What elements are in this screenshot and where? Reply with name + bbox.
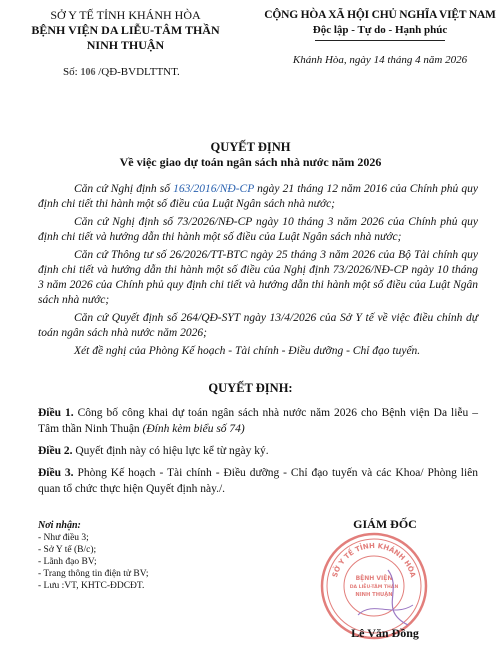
svg-text:SỞ Y TẾ TỈNH KHÁNH HÒA: SỞ Y TẾ TỈNH KHÁNH HÒA	[331, 541, 417, 579]
ground-1: Căn cứ Nghị định số 163/2016/NĐ-CP ngày 21 tháng 12 năm 2016 của Chính phủ quy định chi tiết thi hành một số điều của Luật Ngân sách nhà nước;	[38, 183, 478, 210]
decision-heading: QUYẾT ĐỊNH:	[208, 381, 293, 395]
article-2: Điều 2. Quyết định này có hiệu lực kể từ ngày ký.	[38, 445, 269, 457]
articles	[38, 405, 478, 503]
article-1: Điều 1. Công bố công khai dự toán ngân sách nhà nước năm 2026 cho Bệnh viện Da liễu – Tâm thần Ninh Thuận (Đính kèm biểu số 74)	[38, 407, 478, 435]
document-number-value: 106	[80, 67, 96, 78]
svg-text:BỆNH VIỆN: BỆNH VIỆN	[355, 575, 393, 582]
nation-name: CỘNG HÒA XÃ HỘI CHỦ NGHĨA VIỆT NAM	[264, 9, 496, 21]
ground-4: Căn cứ Quyết định số 264/QĐ-SYT ngày 13/4/2026 của Sở Y tế về việc điều chỉnh dự toán ngân sách nhà nước năm 2026;	[38, 312, 478, 339]
ground-3: Căn cứ Thông tư số 26/2026/TT-BTC ngày 25 tháng 3 năm 2026 của Bộ Tài chính quy định chi tiết và hướng dẫn thi hành một số điều của Nghị định 73/2026/NĐ-CP ngày 10 tháng 3 năm 2026 của Chính phủ quy định chi tiết và hướng dẫn thi hành một số điều của Luật Ngân sách nhà nước;	[38, 249, 478, 306]
article-1-note: (Đính kèm biểu số 74)	[142, 423, 245, 435]
motto-underline	[315, 40, 445, 41]
recipient-item: - Lưu :VT, KHTC-ĐDCĐT.	[38, 581, 145, 591]
article-3: Điều 3. Phòng Kế hoạch - Tài chính - Điều dưỡng - Chỉ đạo tuyến và các Khoa/ Phòng liên quan tổ chức thực hiện Quyết định này./.	[38, 467, 478, 495]
national-motto: Độc lập - Tự do - Hạnh phúc	[312, 24, 448, 36]
legal-grounds	[38, 182, 478, 362]
signer-name: Lê Văn Đồng	[351, 626, 419, 640]
svg-text:DA LIỄU-TÂM THẦN: DA LIỄU-TÂM THẦN	[349, 585, 399, 590]
recipient-item: - Lãnh đạo BV;	[38, 557, 97, 567]
hospital-name-line1: BỆNH VIỆN DA LIỄU-TÂM THẦN	[31, 23, 220, 37]
svg-text:NINH THUẬN: NINH THUẬN	[355, 592, 393, 598]
recipient-item: - Sở Y tế (B/c);	[38, 545, 97, 555]
ground-5: Xét đề nghị của Phòng Kế hoạch - Tài chính - Điều dưỡng - Chỉ đạo tuyến.	[74, 345, 421, 357]
ministry-name: SỞ Y TẾ TỈNH KHÁNH HÒA	[50, 8, 201, 22]
hospital-name-line2: NINH THUẬN	[86, 38, 165, 52]
issuer-block	[8, 8, 243, 80]
document-number: Số: 106 /QĐ-BVDLTTNT.	[63, 66, 180, 78]
place-date: Khánh Hòa, ngày 14 tháng 4 năm 2026	[292, 54, 468, 66]
signer-position: GIÁM ĐỐC	[353, 517, 417, 531]
document-title: QUYẾT ĐỊNH	[210, 140, 291, 154]
recipient-item: - Như điều 3;	[38, 533, 89, 543]
document-subtitle: Về việc giao dự toán ngân sách nhà nước năm 2026	[119, 155, 382, 169]
recipient-item: - Trang thông tin điện tử BV;	[38, 569, 149, 579]
recipients-title: Nơi nhận:	[38, 520, 81, 531]
national-header	[262, 8, 498, 68]
decree-link[interactable]: 163/2016/NĐ-CP	[173, 183, 255, 195]
recipients	[38, 520, 228, 592]
ground-2: Căn cứ Nghị định số 73/2026/NĐ-CP ngày 10 tháng 3 năm 2026 của Chính phủ quy định chi tiết và hướng dẫn thi hành một số điều của Luật Ngân sách nhà nước;	[38, 216, 478, 243]
